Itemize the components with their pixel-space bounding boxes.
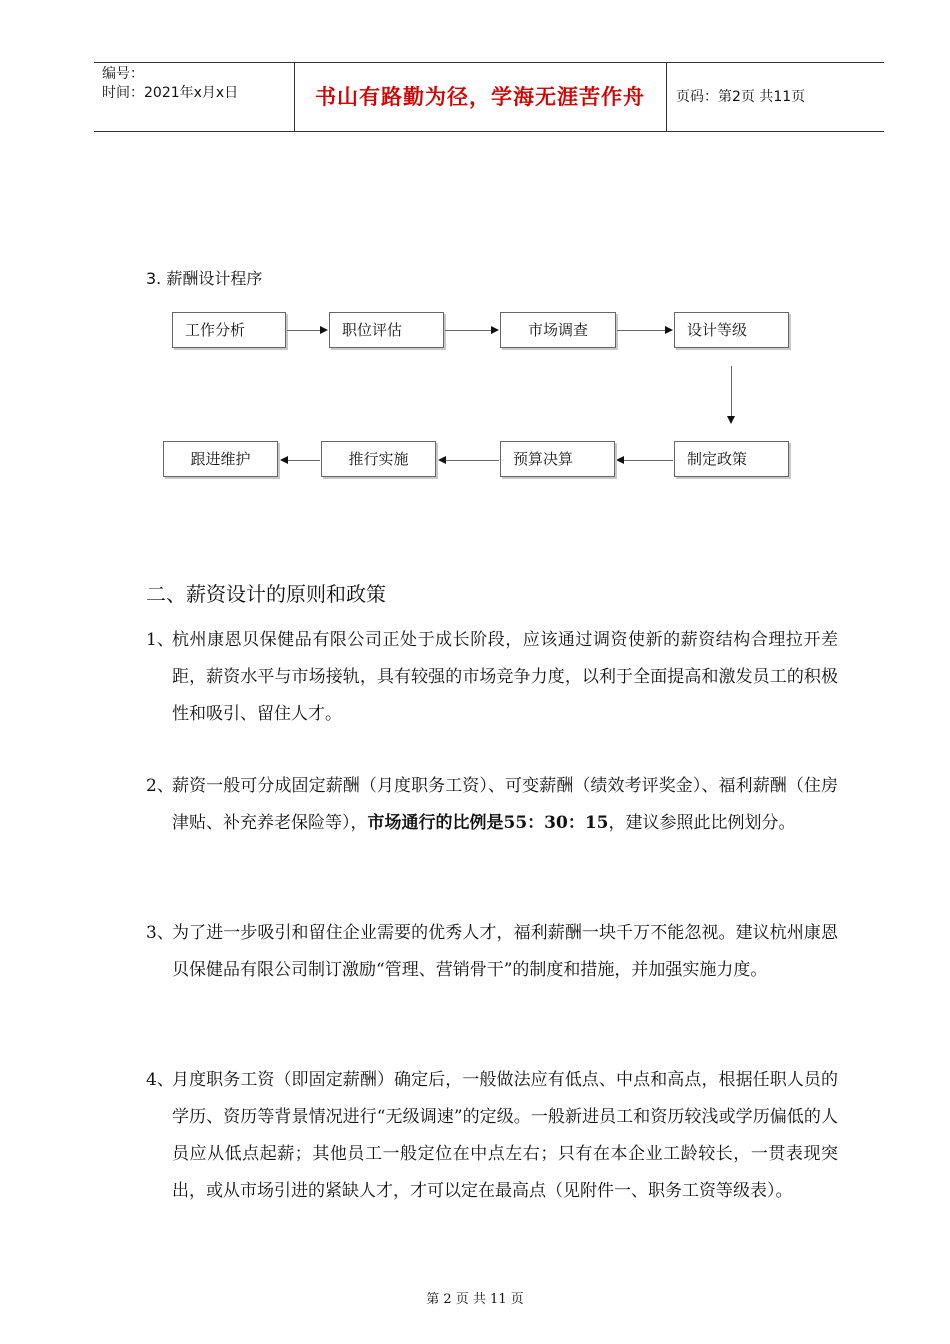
flow-step-position-evaluation: 职位评估 bbox=[329, 312, 444, 348]
item-number: 1、 bbox=[146, 630, 174, 650]
flow-step-job-analysis: 工作分析 bbox=[172, 312, 286, 348]
arrow-left-icon bbox=[616, 456, 624, 464]
number-label: 编号： bbox=[102, 66, 144, 82]
flow-arrow bbox=[446, 460, 499, 461]
header-divider bbox=[666, 63, 667, 131]
item-text-bold: 市场通行的比例是55：30：15 bbox=[367, 813, 609, 833]
page-header bbox=[94, 62, 884, 132]
item-text-part: 薪资一般可分成固定薪酬（月度职务工资）、可变薪酬（绩效考评奖金）、福利薪酬（住房津贴、补充养老保险等）， bbox=[172, 776, 838, 833]
arrow-right-icon bbox=[320, 326, 328, 334]
item-number: 3、 bbox=[146, 923, 174, 943]
item-text: 杭州康恩贝保健品有限公司正处于成长阶段，应该通过调资使新的薪资结构合理拉开差距，薪资水平与市场接轨，具有较强的市场竞争力度，以利于全面提高和激发员工的积极性和吸引、留住人才。 bbox=[172, 630, 838, 724]
list-item bbox=[146, 915, 838, 989]
header-motto: 书山有路勤为径，学海无涯苦作舟 bbox=[315, 85, 645, 109]
flow-arrow bbox=[624, 460, 673, 461]
item-text: 月度职务工资（即固定薪酬）确定后，一般做法应有低点、中点和高点，根据任职人员的学历、资历等背景情况进行“无级调速”的定级。一般新进员工和资历较浅或学历偏低的人员应从低点起薪；其他员工一般定位在中点左右；只有在本企业工龄较长，一贯表现突出，或从市场引进的紧缺人才，才可以定在最高点（见附件一、职务工资等级表）。 bbox=[172, 1070, 838, 1201]
arrow-right-icon bbox=[491, 326, 499, 334]
section-title: 3. 薪酬设计程序 bbox=[146, 269, 263, 288]
arrow-down-icon bbox=[727, 416, 735, 424]
flow-step-follow-up: 跟进维护 bbox=[163, 441, 278, 477]
list-item bbox=[146, 768, 838, 842]
flow-arrow bbox=[288, 460, 320, 461]
list-item bbox=[146, 1062, 838, 1210]
header-meta bbox=[102, 65, 292, 103]
flow-step-implementation: 推行实施 bbox=[321, 441, 436, 477]
flow-arrow bbox=[445, 330, 491, 331]
page-footer: 第 2 页 共 11 页 bbox=[426, 1292, 524, 1307]
item-text-part: ，建议参照此比例划分。 bbox=[608, 813, 796, 833]
flow-step-budget: 预算决算 bbox=[500, 441, 615, 477]
flow-step-grade-design: 设计等级 bbox=[674, 312, 789, 348]
item-text: 为了进一步吸引和留住企业需要的优秀人才，福利薪酬一块千万不能忽视。建议杭州康恩贝保健品有限公司制订激励“管理、营销骨干”的制度和措施，并加强实施力度。 bbox=[172, 923, 838, 980]
arrow-right-icon bbox=[665, 326, 673, 334]
flow-step-market-survey: 市场调查 bbox=[500, 312, 616, 348]
flow-arrow bbox=[731, 366, 732, 416]
section-heading: 二、薪资设计的原则和政策 bbox=[146, 582, 386, 606]
flow-arrow bbox=[617, 330, 665, 331]
list-item bbox=[146, 622, 838, 733]
time-label: 时间：2021年x月x日 bbox=[102, 85, 239, 101]
arrow-left-icon bbox=[438, 456, 446, 464]
item-text bbox=[172, 768, 838, 842]
flow-arrow bbox=[287, 330, 320, 331]
item-number: 2、 bbox=[146, 776, 174, 796]
page-info: 页码：第2页 共11页 bbox=[676, 89, 806, 105]
arrow-left-icon bbox=[280, 456, 288, 464]
flow-step-policy: 制定政策 bbox=[674, 441, 789, 477]
item-number: 4、 bbox=[146, 1070, 174, 1090]
